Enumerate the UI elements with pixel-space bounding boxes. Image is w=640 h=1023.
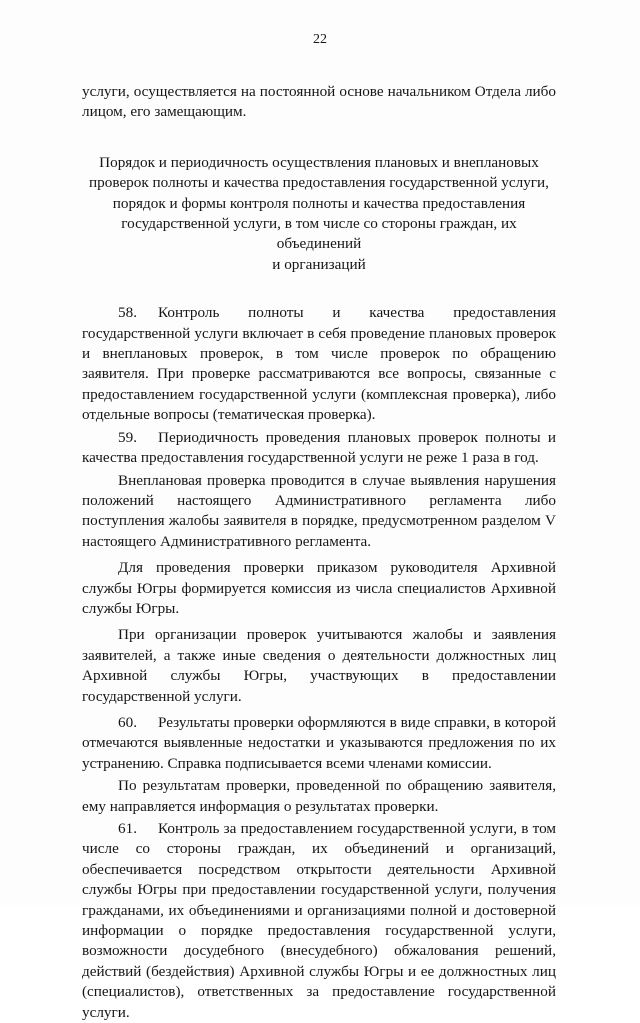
paragraph-text: Для проведения проверки приказом руководителя Архивной службы Югры формируется комиссия из числа специалистов Архивной службы Югры.: [82, 559, 556, 617]
paragraph-text: Контроль за предоставлением государственной услуги, в том числе со стороны граждан, их объединений и организаций, обеспечивается посредством открытости деятельности Архивной службы Югры при предоставлении государственной услуги, получения гражданами, их объединениями и организациями полной и достоверной информации о порядке предоставления государственной услуги, возможности досудебного (внесудебного) обжалования решений, действий (бездействия) Архивной службы Югры и ее должностных лиц (специалистов), ответственных за предоставление государственной услуги.: [82, 820, 556, 1021]
paragraph-unplanned-check: [82, 471, 556, 553]
page-number: 22: [313, 32, 327, 47]
section-heading: [82, 153, 556, 275]
paragraph-complaints: [82, 625, 556, 707]
heading-line: и организаций: [272, 255, 366, 273]
document-body: [82, 82, 556, 1023]
paragraph-text: Внеплановая проверка проводится в случае выявления нарушения положений настоящего Административного регламента либо поступления жалобы заявителя в порядке, предусмотренном разделом V настоящего Административного регламента.: [82, 471, 556, 550]
paragraph-58: [82, 303, 556, 425]
paragraph-text: По результатам проверки, проведенной по обращению заявителя, ему направляется информация о результатах проверки.: [82, 777, 556, 815]
heading-line: проверок полноты и качества предоставления государственной услуги,: [89, 174, 549, 192]
paragraph-text: При организации проверок учитываются жалобы и заявления заявителей, а также иные сведения о деятельности должностных лиц Архивной службы Югры, участвующих в предоставлении государственной услуги.: [82, 626, 556, 705]
paragraph-number: 60.: [118, 713, 137, 731]
paragraph-61: [82, 819, 556, 1023]
heading-line: Порядок и периодичность осуществления плановых и внеплановых: [99, 153, 539, 171]
paragraph-text: Результаты проверки оформляются в виде справки, в которой отмечаются выявленные недостатки и указываются предложения по их устранению. Справка подписывается всеми членами комиссии.: [82, 713, 556, 772]
continuation-paragraph: услуги, осуществляется на постоянной основе начальником Отдела либо лицом, его замещающим.: [82, 83, 556, 121]
paragraph-text: Периодичность проведения плановых проверок полноты и качества предоставления государственной услуги не реже 1 раза в год.: [82, 428, 556, 467]
paragraph-commission: [82, 558, 556, 619]
heading-line: порядок и формы контроля полноты и качества предоставления: [112, 194, 526, 212]
paragraph-60: [82, 713, 556, 774]
paragraph-number: 59.: [118, 428, 137, 446]
paragraph-59: [82, 428, 556, 469]
paragraph-number: 58.: [118, 304, 137, 322]
paragraph-text: Контроль полноты и качества предоставления государственной услуги включает в себя проведение плановых проверок и внеплановых проверок, в том числе проверок по обращению заявителя. При проверке рассматриваются все вопросы, связанные с предоставлением государственной услуги (комплексная проверка), либо отдельные вопросы (тематическая проверка).: [82, 304, 556, 424]
heading-line: государственной услуги, в том числе со стороны граждан, их объединений: [121, 215, 517, 253]
paragraph-results: [82, 776, 556, 817]
paragraph-number: 61.: [118, 820, 137, 837]
